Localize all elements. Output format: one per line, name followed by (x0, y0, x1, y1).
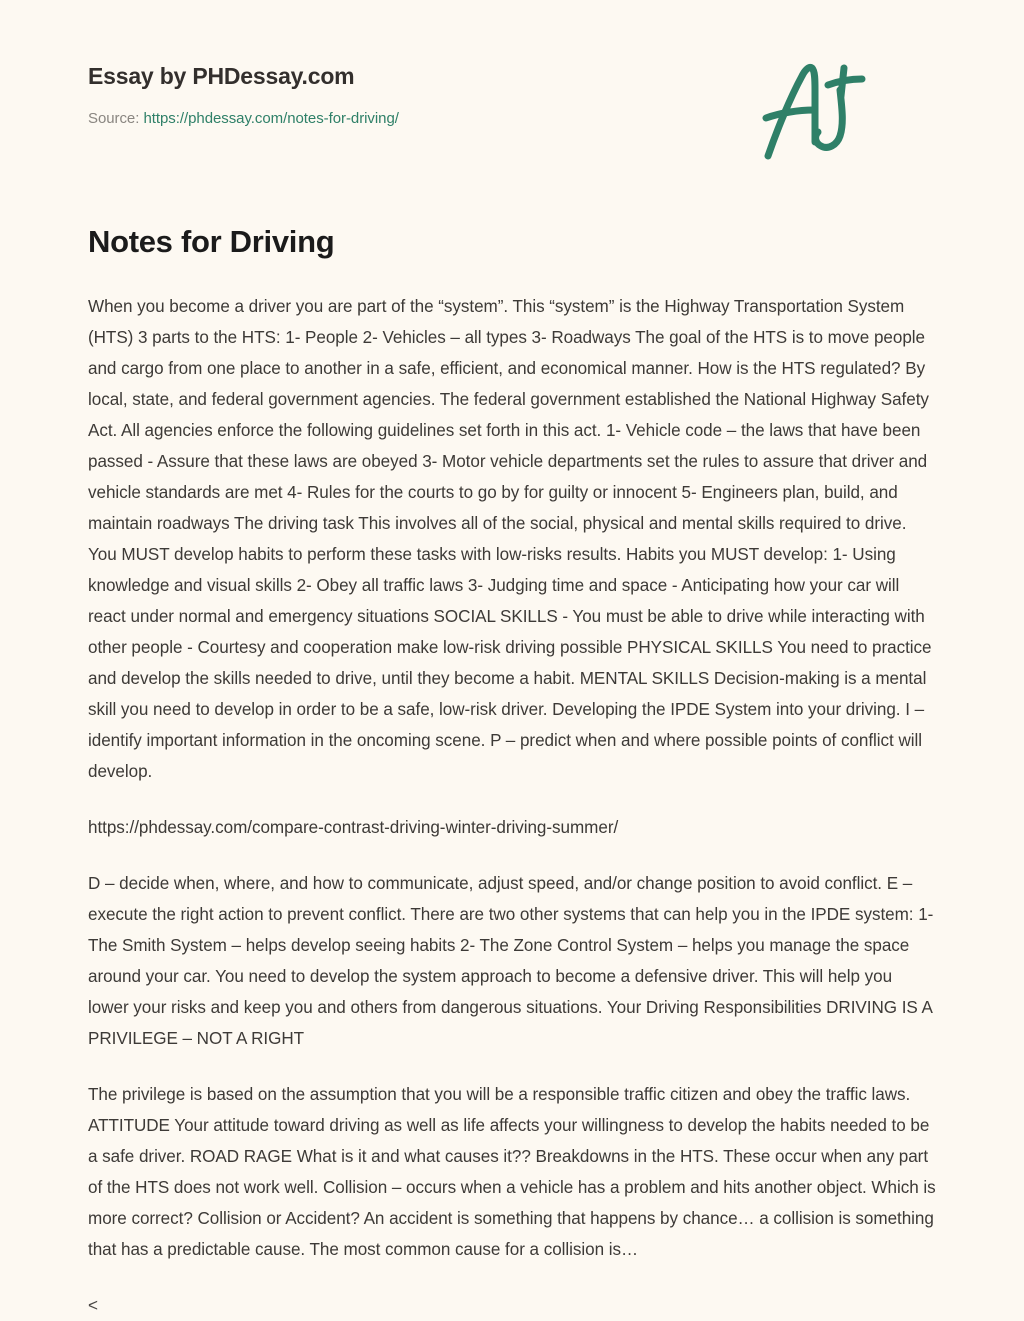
source-label: Source: (88, 110, 140, 128)
brand-title: Essay by PHDessay.com (88, 63, 355, 89)
paragraph-1: When you become a driver you are part of the “system”. This “system” is the Highway Transportation System (HTS) 3 parts to the HTS: 1- People 2- Vehicles – all types 3- Roadways The goal of the HTS is to move people and cargo from one place to another in a safe, efficient, and economical manner. How is the HTS regulated? By local, state, and federal government agencies. The federal government established the National Highway Safety Act. All agencies enforce the following guidelines set forth in this act. 1- Vehicle code – the laws that have been passed - Assure that these laws are obeyed 3- Motor vehicle departments set the rules to assure that driver and vehicle standards are met 4- Rules for the courts to go by for guilty or innocent 5- Engineers plan, build, and maintain roadways The driving task This involves all of the social, physical and mental skills required to drive. You MUST develop habits to perform these tasks with low-risks results. Habits you MUST develop: 1- Using knowledge and visual skills 2- Obey all traffic laws 3- Judging time and space - Anticipating how your car will react under normal and emergency situations SOCIAL SKILLS - You must be able to drive while interacting with other people - Courtesy and cooperation make low-risk driving possible PHYSICAL SKILLS You need to practice and develop the skills needed to drive, until they become a habit. MENTAL SKILLS Decision-making is a mental skill you need to develop in order to be a safe, low-risk driver. Developing the IPDE System into your driving. I – identify important information in the oncoming scene. P – predict when and where possible points of conflict will develop. (88, 297, 932, 782)
paragraph-tail-fragment: < (88, 1296, 98, 1316)
paragraph-related-url: https://phdessay.com/compare-contrast-driving-winter-driving-summer/ (88, 818, 619, 838)
page-title: Notes for Driving (88, 224, 335, 259)
paragraph-2: D – decide when, where, and how to communicate, adjust speed, and/or change position to avoid conflict. E – execute the right action to prevent conflict. There are two other systems that can help you in the IPDE system: 1- The Smith System – helps develop seeing habits 2- The Zone Control System – helps you manage the space around your car. You need to develop the system approach to become a defensive driver. This will help you lower your risks and keep you and others from dangerous situations. Your Driving Responsibilities DRIVING IS A PRIVILEGE – NOT A RIGHT (88, 874, 934, 1049)
page-header (88, 0, 936, 128)
a-plus-logo (752, 50, 888, 170)
paragraph-3: The privilege is based on the assumption that you will be a responsible traffic citizen and obey the traffic laws. ATTITUDE Your attitude toward driving as well as life affects your willingness to develop the habits needed to be a safe driver. ROAD RAGE What is it and what causes it?? Breakdowns in the HTS. These occur when any part of the HTS does not work well. Collision – occurs when a vehicle has a problem and hits another object. Which is more correct? Collision or Accident? An accident is something that happens by chance… a collision is something that has a predictable cause. The most common cause for a collision is… (88, 1085, 936, 1260)
source-url-link[interactable]: https://phdessay.com/notes-for-driving/ (143, 110, 399, 128)
essay-body (88, 260, 936, 1321)
